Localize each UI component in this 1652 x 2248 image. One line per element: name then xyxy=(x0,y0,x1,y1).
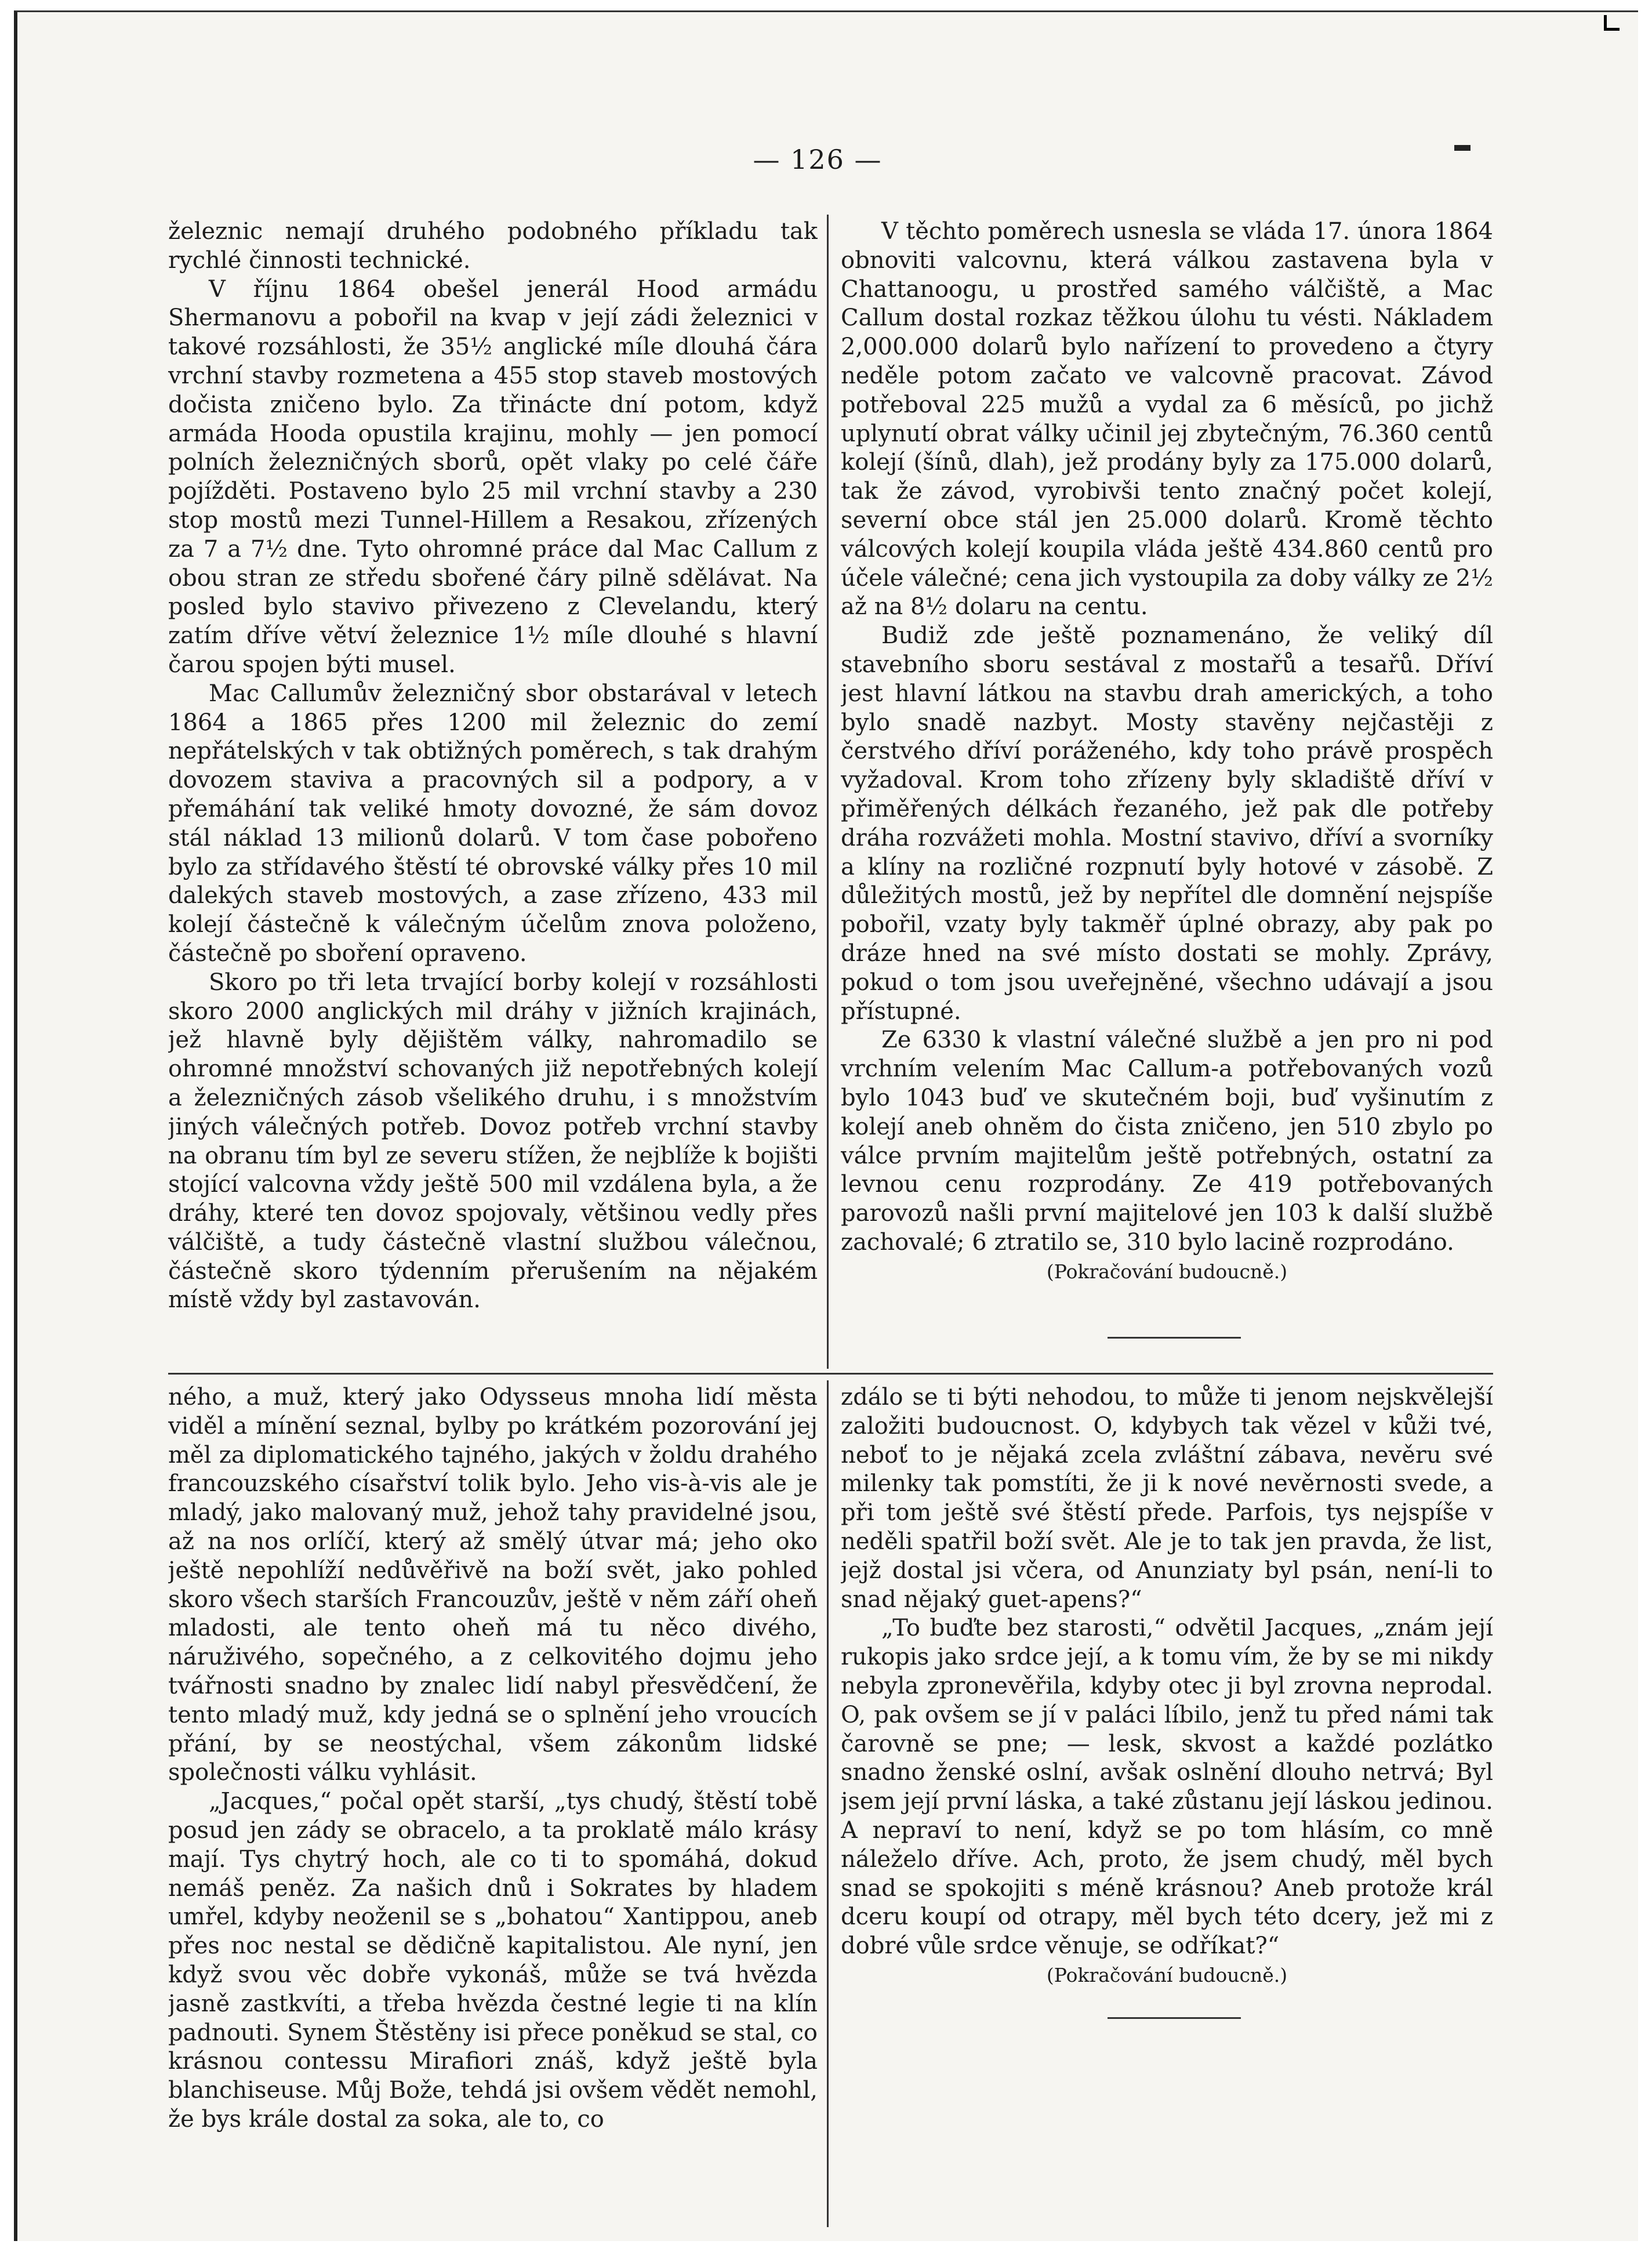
section-end-rule xyxy=(1108,1337,1241,1339)
paragraph: „To buďte bez starosti,“ odvětil Jacques, „znám její rukopis jako srdce její, a k tomu vím, že by se mi nikdy nebyla zpronevěřila, kdyby otec ji byl zrovna neprodal. O, pak ovšem se jí v paláci líbilo, jenž tu před námi tak čarovně se pne; — lesk, skvost a každé pozlátko snadno ženské oslní, avšak oslnění dlouho netrvá; Byl jsem její první láska, a také zůstanu její láskou jedinou. A nepraví to není, když se po tom hlásím, co mně náleželo dříve. Ach, proto, že jsem chudý, měl bych snad se spokojiti s méně krásnou? Aneb protože král dceru koupí od otrapy, měl bych této dcery, jež mi z dobré vůle srdce věnuje, se odříkat?“ xyxy=(841,1615,1493,1960)
bottom-left-column xyxy=(168,1383,818,2224)
paragraph: zdálo se ti býti nehodou, to může ti jenom nejskvělejší založiti budoucnost. O, kdybych tak vězel v kůži tvé, neboť to je nějaká zcela zvláštní zábava, nevěru své milenky tak pomstíti, že ji k nové nevěrnosti svede, a při tom ještě své štěstí přede. Parfois, tys nejspíše v neděli spatřil boží svět. Ale je to tak jen pravda, že list, jejž dostal jsi včera, od Anunziaty byl psán, není-li to snad nějaký guet-apens?“ xyxy=(841,1384,1493,1613)
paragraph: Skoro po tři leta trvající borby kolejí v rozsáhlosti skoro 2000 anglických mil dráhy v jižních krajinách, jež hlavně byly dějištěm války, nahromadilo se ohromné množství schovaných již nepotřebných kolejí a železničných zásob všelikého druhu, i s množstvím jiných válečných potřeb. Dovoz potřeb vrchní stavby na obranu tím byl ze severu stížen, že nejblíže k bojišti stojící valcovna vždy ještě 500 mil vzdálena byla, a že dráhy, které ten dovoz spojovaly, většinou vedly přes válčiště, a tudy částečně vlastní službou válečnou, částečně skoro týdenním přerušením na nějakém místě vždy byl zastavován. xyxy=(168,969,818,1314)
page-number: — 126 — xyxy=(753,144,883,175)
paragraph: železnic nemají druhého podobného příkladu tak rychlé činnosti technické. xyxy=(168,218,818,274)
paragraph: ného, a muž, který jako Odysseus mnoha lidí města viděl a mínění seznal, bylby po krátkém pozorování jej měl za diplomatického tajného, jakých v žoldu drahého francouzského císařství tolik bylo. Jeho vis-à-vis ale je mladý, jako malovaný muž, jehož tahy pravidelné jsou, až na nos orlíčí, který až smělý útvar má; jeho oko ještě nepohlíží nedůvěřivě na boží svět, jako pohled skoro všech starších Francouzův, ještě v něm září oheň mladosti, ale tento oheň má tu něco divého, náruživého, sopečného, a z celkovitého dojmu jeho tvářnosti snadno by znalec lidí nabyl přesvědčení, že tento mladý muž, kdy jedná se o splnění jeho vroucích přání, by se neostýchal, všem zákonům lidské společnosti válku vyhlásit. xyxy=(168,1384,818,1786)
section-end-rule xyxy=(1108,2017,1241,2019)
column-divider-bottom xyxy=(827,1380,829,2227)
top-left-column xyxy=(168,217,818,1372)
continuation-note: (Pokračování budoucně.) xyxy=(1046,1963,1288,1986)
bottom-right-column xyxy=(841,1383,1493,1998)
top-right-column xyxy=(841,217,1493,1302)
paragraph: V říjnu 1864 obešel jenerál Hood armádu Shermanovu a pobořil na kvap v její zádi železnici v takové rozsáhlosti, že 35½ anglické míle dlouhá čára vrchní stavby rozmetena a 455 stop staveb mostových dočista zničeno bylo. Za třinácte dní potom, když armáda Hooda opustila krajinu, mohly — jen pomocí polních železničných sborů, opět vlaky po celé čáře pojížděti. Postaveno bylo 25 mil vrchní stavby a 230 stop mostů mezi Tunnel-Hillem a Resakou, zřízených za 7 a 7½ dne. Tyto ohromné práce dal Mac Callum z obou stran ze středu sbořené čáry pilně sdělávat. Na posled bylo stavivo přivezeno z Clevelandu, který zatím dříve větví železnice 1½ míle dlouhé s hlavní čarou spojen býti musel. xyxy=(168,275,818,678)
paragraph: „Jacques,“ počal opět starší, „tys chudý, štěstí tobě posud jen zády se obracelo, a ta proklatě málo krásy mají. Tys chytrý hoch, ale co ti to spomáhá, dokud nemáš peněz. Za našich dnů i Sokrates by hladem umřel, kdyby neoženil se s „bohatou“ Xantippou, aneb přes noc nestal se dědičně kapitalistou. Ale nyní, jen když svou věc dobře vykonáš, může se tvá hvězda jasně zastkvíti, a třeba hvězda čestné legie ti na klín padnouti. Synem Štěstěny isi přece poněkud se stal, co krásnou contessu Mirafiori znáš, když ještě byla blanchiseuse. Můj Bože, tehdá jsi ovšem vědět nemohl, že bys krále dostal za soka, ale to, co xyxy=(168,1788,818,2133)
continuation-note: (Pokračování budoucně.) xyxy=(1046,1260,1288,1283)
paragraph: Budiž zde ještě poznamenáno, že veliký díl stavebního sboru sestával z mostařů a tesařů. Dříví jest hlavní látkou na stavbu drah amerických, a toho bylo snadě nazbyt. Mosty stavěny nejčastěji z čerstvého dříví poráženého, kdy toho právě prospěch vyžadoval. Krom toho zřízeny byly skladiště dříví v přiměřených délkách řezaného, jež pak dle potřeby dráha rozvážeti mohla. Mostní stavivo, dříví a svorníky a klíny na rozličné rozpnutí byly hotové v zásobě. Z důležitých mostů, jež by nepřítel dle domnění nejspíše pobořil, vzaty byly takměř úplné obrazy, aby pak po dráze hned na své místo dostati se mohly. Zprávy, pokud o tom jsou uveřejněné, všechno udávají a jsou přístupné. xyxy=(841,622,1493,1025)
corner-mark xyxy=(1604,15,1620,31)
margin-dash-mark xyxy=(1454,145,1471,151)
paragraph: Ze 6330 k vlastní válečné službě a jen pro ni pod vrchním velením Mac Callum-a potřebovaných vozů bylo 1043 buď ve skutečném boji, buď vyšinutím z kolejí aneb ohněm do čista zničeno, jen 510 zbylo po válce prvním majitelům ještě potřebných, ostatní za levnou cenu rozprodány. Ze 419 potřebovaných parovozů našli první majitelové jen 103 k další službě zachovalé; 6 ztratilo se, 310 bylo lacině rozprodáno. xyxy=(841,1027,1493,1256)
paragraph: V těchto poměrech usnesla se vláda 17. února 1864 obnoviti valcovnu, která válkou zastavena byla v Chattanoogu, u prostřed samého válčiště, a Mac Callum dostal rozkaz těžkou úlohu tu vésti. Nákladem 2,000.000 dolarů bylo nařízení to provedeno a čtyry neděle potom začato ve valcovně pracovat. Závod potřeboval 225 mužů a vydal za 6 měsíců, po jichž uplynutí obrat války učinil jej zbytečným, 76.360 centů kolejí (šínů, dlah), jež prodány byly za 175.000 dolarů, tak že závod, vyrobivši tento značný počet kolejí, severní obce stál jen 25.000 dolarů. Kromě těchto válcových kolejí koupila vláda ještě 434.860 centů pro účele válečné; cena jich vystoupila za doby války ze 2½ až na 8½ dolaru na centu. xyxy=(841,218,1493,621)
column-divider-top xyxy=(827,215,829,1369)
feuilleton-separator xyxy=(168,1373,1493,1375)
paragraph: Mac Callumův železničný sbor obstarával v letech 1864 a 1865 přes 1200 mil železnic do zemí nepřátelských v tak obtižných poměrech, s tak drahým dovozem staviva a pracovných sil a podpory, a v přemáhání tak veliké hmoty dovozné, že sám dovoz stál náklad 13 milionů dolarů. V tom čase pobořeno bylo za střídavého štěstí té obrovské války přes 10 mil dalekých staveb mostových, a zase zřízeno, 433 mil kolejí částečně k válečným účelům znova položeno, částečně po sboření opraveno. xyxy=(168,680,818,967)
